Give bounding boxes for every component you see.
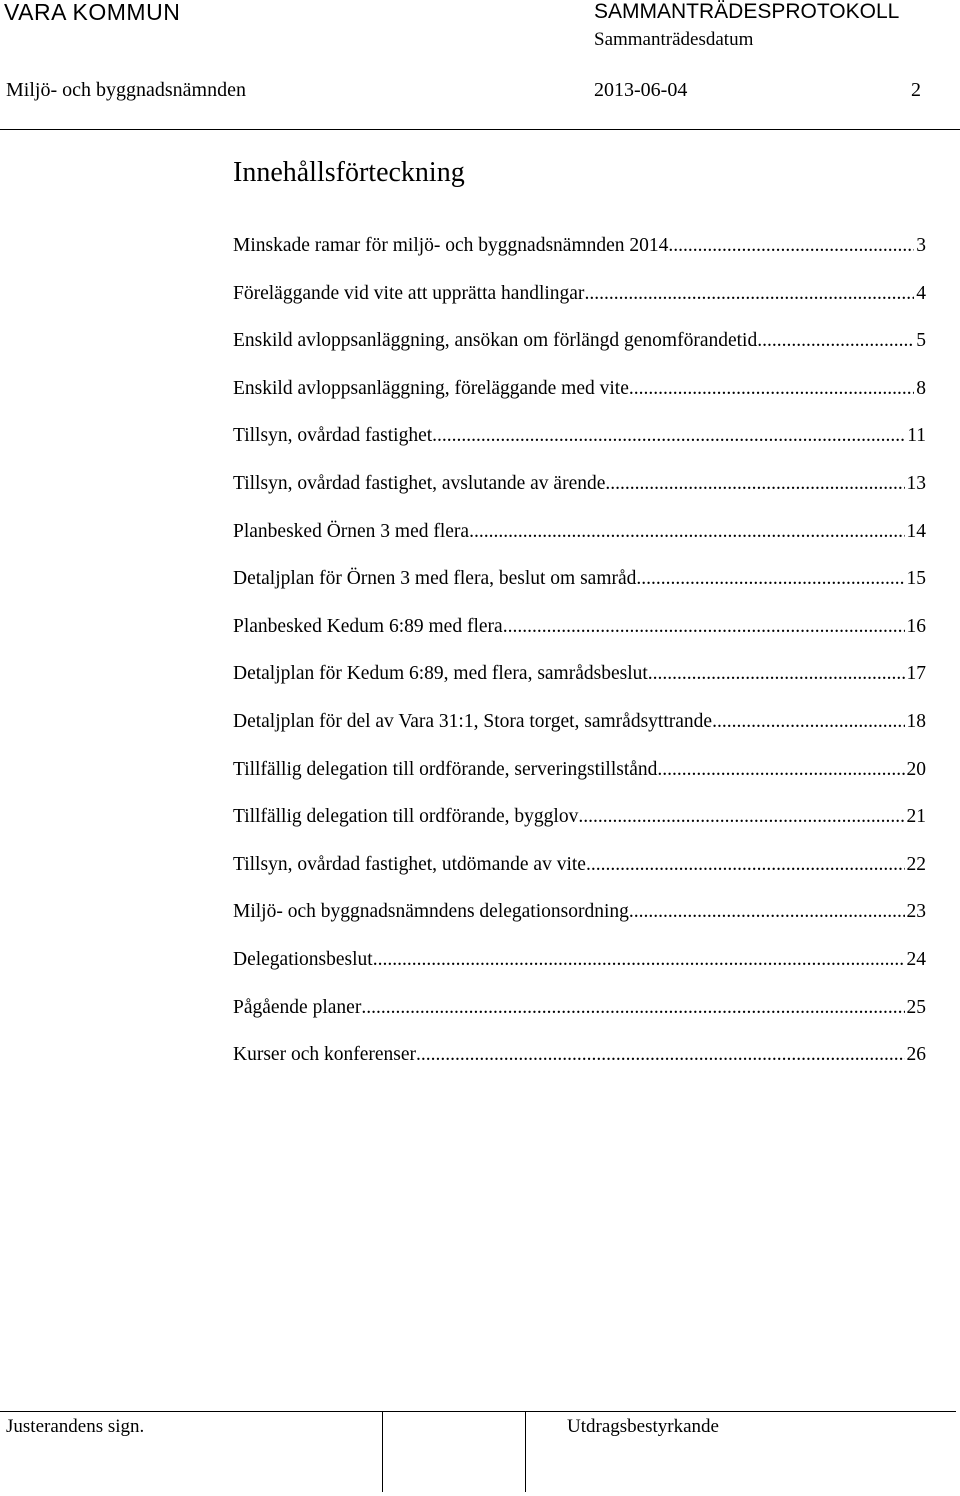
signature-cell: [383, 1411, 526, 1492]
toc-entry-page: 22: [906, 853, 926, 875]
toc-dot-leader: [586, 841, 905, 889]
toc-entry-page: 4: [916, 282, 926, 304]
organization-name: VARA KOMMUN: [4, 0, 181, 25]
utdrag-cell: [527, 1411, 956, 1492]
toc-entry-page: 23: [906, 901, 926, 923]
toc-entry-title: Detaljplan för Kedum 6:89, med flera, samrådsbeslut: [233, 663, 648, 685]
toc-entry-title: Minskade ramar för miljö- och byggnadsnämnden 2014: [233, 235, 669, 256]
committee-name: Miljö- och byggnadsnämnden: [6, 79, 246, 101]
toc-entry-title: Pågående planer: [233, 996, 362, 1018]
toc-entry-title: Delegationsbeslut: [233, 948, 373, 970]
toc-entry-page: 13: [906, 472, 926, 494]
toc-entry-title: Miljö- och byggnadsnämndens delegationsordning: [233, 901, 629, 923]
toc-entry[interactable]: [233, 222, 926, 270]
toc-entry-title: Tillsyn, ovårdad fastighet, avslutande av ärende: [233, 472, 606, 494]
toc-entry[interactable]: [233, 698, 926, 746]
table-of-contents: [233, 222, 926, 1079]
toc-entry-page: 11: [907, 425, 926, 447]
toc-dot-leader: [416, 1031, 904, 1079]
justering-cell: [0, 1411, 383, 1492]
toc-entry-page: 21: [906, 806, 926, 828]
toc-dot-leader: [636, 555, 904, 603]
toc-entry[interactable]: [233, 888, 926, 936]
toc-entry-title: Tillsyn, ovårdad fastighet, utdömande av vite: [233, 853, 586, 875]
meeting-date-label: Sammanträdesdatum: [594, 29, 754, 50]
toc-entry[interactable]: [233, 365, 926, 413]
toc-entry-page: 24: [906, 948, 926, 970]
toc-entry[interactable]: [233, 603, 926, 651]
toc-entry-title: Detaljplan för del av Vara 31:1, Stora torget, samrådsyttrande: [233, 710, 713, 732]
toc-entry[interactable]: [233, 650, 926, 698]
toc-dot-leader: [469, 508, 904, 556]
toc-dot-leader: [629, 365, 914, 413]
toc-entry-title: Tillfällig delegation till ordförande, bygglov: [233, 806, 579, 828]
toc-entry[interactable]: [233, 793, 926, 841]
toc-entry-page: 14: [906, 520, 926, 542]
toc-dot-leader: [648, 650, 905, 698]
toc-entry[interactable]: [233, 1031, 926, 1079]
toc-entry[interactable]: [233, 841, 926, 889]
toc-entry-title: Kurser och konferenser: [233, 1044, 417, 1066]
toc-entry-page: 26: [906, 1044, 926, 1066]
meeting-date: 2013-06-04: [594, 79, 688, 101]
toc-entry[interactable]: [233, 412, 926, 460]
toc-entry[interactable]: [233, 317, 926, 365]
toc-entry-page: 8: [916, 377, 926, 399]
toc-dot-leader: [657, 746, 904, 794]
toc-entry[interactable]: [233, 984, 926, 1032]
toc-dot-leader: [373, 936, 905, 984]
toc-dot-leader: [757, 317, 914, 365]
toc-entry[interactable]: [233, 270, 926, 318]
toc-entry[interactable]: [233, 508, 926, 556]
toc-entry[interactable]: [233, 460, 926, 508]
toc-entry-title: Planbesked Örnen 3 med flera: [233, 520, 470, 542]
toc-dot-leader: [361, 984, 904, 1032]
toc-entry-title: Föreläggande vid vite att upprätta handlingar: [233, 282, 585, 304]
header-divider: [0, 129, 960, 130]
utdrag-label: Utdragsbestyrkande: [567, 1416, 719, 1437]
justering-label: Justerandens sign.: [6, 1416, 145, 1437]
toc-entry-title: Planbesked Kedum 6:89 med flera: [233, 615, 503, 637]
toc-dot-leader: [503, 603, 905, 651]
toc-entry-page: 16: [906, 615, 926, 637]
toc-entry-page: 15: [906, 568, 926, 590]
toc-dot-leader: [668, 222, 914, 270]
toc-title: Innehållsförteckning: [233, 157, 465, 188]
toc-entry-page: 17: [906, 663, 926, 685]
toc-dot-leader: [584, 270, 914, 318]
toc-entry-title: Detaljplan för Örnen 3 med flera, beslut om samråd: [233, 568, 637, 590]
toc-dot-leader: [605, 460, 904, 508]
page-number: 2: [911, 79, 921, 101]
toc-entry[interactable]: [233, 555, 926, 603]
toc-entry[interactable]: [233, 746, 926, 794]
toc-entry-page: 25: [906, 996, 926, 1018]
toc-dot-leader: [578, 793, 904, 841]
toc-entry-title: Enskild avloppsanläggning, ansökan om förlängd genomförandetid: [233, 330, 758, 352]
toc-entry-page: 5: [916, 330, 926, 352]
toc-entry-title: Enskild avloppsanläggning, föreläggande med vite: [233, 377, 629, 399]
toc-dot-leader: [629, 888, 905, 936]
toc-entry-title: Tillsyn, ovårdad fastighet: [233, 425, 433, 447]
toc-entry-page: 20: [906, 758, 926, 780]
toc-entry-page: 3: [916, 235, 926, 256]
toc-dot-leader: [712, 698, 904, 746]
toc-entry[interactable]: [233, 936, 926, 984]
document-type: SAMMANTRÄDESPROTOKOLL: [594, 0, 900, 23]
toc-entry-title: Tillfällig delegation till ordförande, serveringstillstånd: [233, 758, 658, 780]
toc-entry-page: 18: [906, 710, 926, 732]
signature-footer: [0, 1411, 960, 1496]
toc-dot-leader: [432, 412, 905, 460]
